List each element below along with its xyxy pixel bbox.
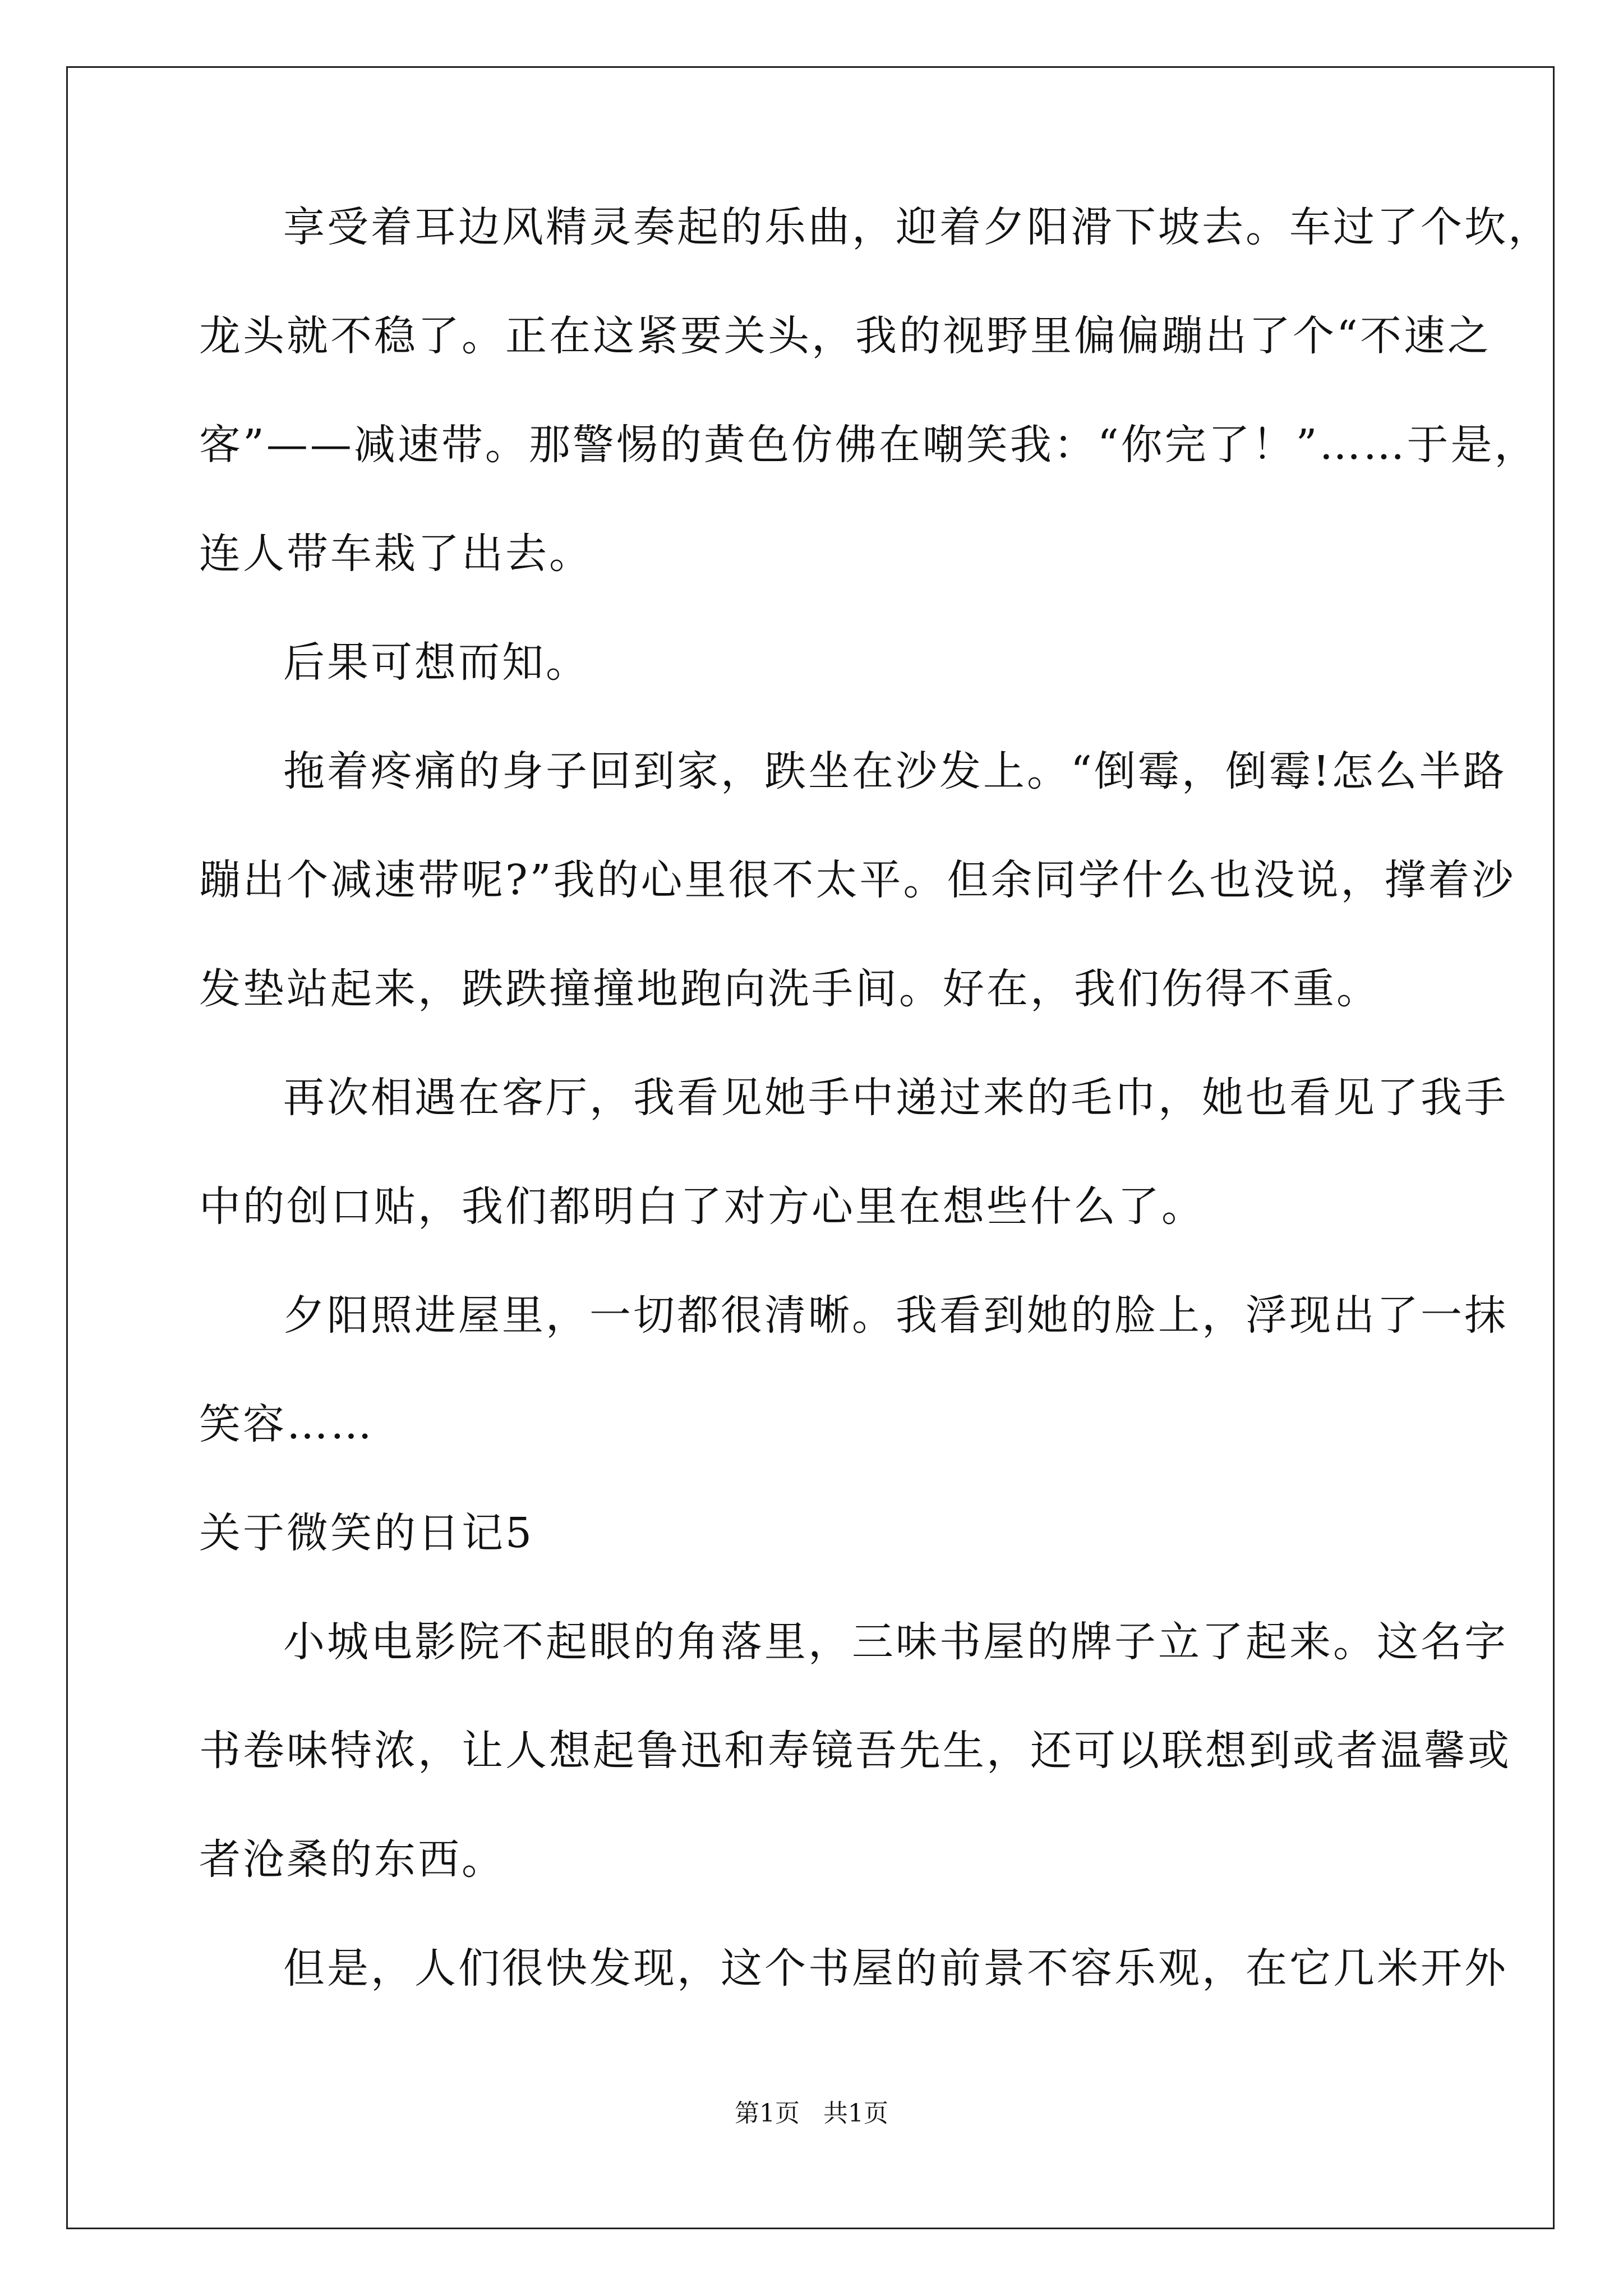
text-line: 中的创口贴，我们都明白了对方心里在想些什么了。 [199, 1182, 1205, 1231]
text-line: 再次相遇在客厅，我看见她手中递过来的毛巾，她也看见了我手 [283, 1074, 1508, 1122]
text-line: 夕阳照进屋里，一切都很清晰。我看到她的脸上，浮现出了一抹 [283, 1291, 1508, 1340]
text-line: 客”——减速带。那警惕的黄色仿佛在嘲笑我：“你完了！”……于是， [199, 421, 1538, 469]
text-line: 连人带车栽了出去。 [199, 530, 593, 578]
page-border [66, 66, 1555, 2229]
text-line: 龙头就不稳了。正在这紧要关头，我的视野里偏偏蹦出了个“不速之 [199, 312, 1491, 360]
text-line: 但是，人们很快发现，这个书屋的前景不容乐观，在它几米开外 [283, 1944, 1508, 1993]
section-heading: 关于微笑的日记5 [199, 1509, 534, 1557]
text-line: 发垫站起来，跌跌撞撞地跑向洗手间。好在，我们伤得不重。 [199, 965, 1380, 1013]
text-line: 后果可想而知。 [283, 638, 589, 687]
text-line: 笑容…… [199, 1400, 374, 1448]
text-line: 小城电影院不起眼的角落里，三味书屋的牌子立了起来。这名字 [283, 1618, 1508, 1666]
text-line: 享受着耳边风精灵奏起的乐曲，迎着夕阳滑下坡去。车过了个坎， [283, 203, 1552, 251]
text-line: 书卷味特浓，让人想起鲁迅和寿镜吾先生，还可以联想到或者温馨或 [199, 1727, 1511, 1775]
text-line: 拖着疼痛的身子回到家，跌坐在沙发上。“倒霉，倒霉!怎么半路 [283, 747, 1507, 795]
page-footer: 第1页 共1页 [735, 2099, 888, 2128]
text-line: 者沧桑的东西。 [199, 1835, 505, 1884]
text-line: 蹦出个减速带呢?”我的心里很不太平。但余同学什么也没说，撑着沙 [199, 856, 1516, 904]
